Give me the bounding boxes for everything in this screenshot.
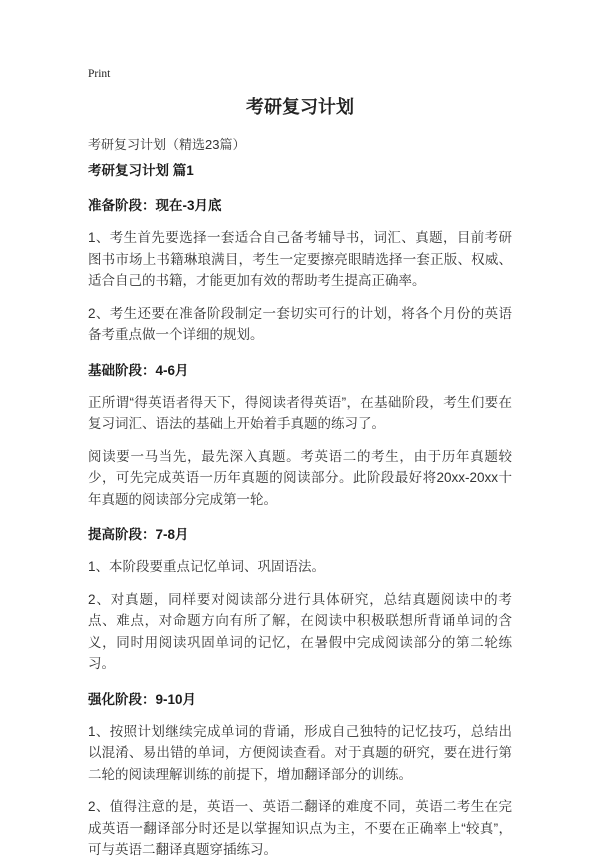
page-title: 考研复习计划 <box>246 97 354 117</box>
paragraph: 正所谓“得英语者得天下，得阅读者得英语”，在基础阶段，考生们要在复习词汇、语法的基础上开始着手真题的练习了。 <box>88 394 512 431</box>
article-title: 考研复习计划 篇1 <box>88 163 194 178</box>
doc-subtitle: 考研复习计划（精选23篇） <box>88 137 246 152</box>
section-heading-foundation: 基础阶段：4-6月 <box>88 362 189 378</box>
paragraph: 2、值得注意的是，英语一、英语二翻译的难度不同，英语二考生在完成英语一翻译部分时还是以掌握知识点为主，不要在正确率上“较真”，可与英语二翻译真题穿插练习。 <box>88 799 512 857</box>
paragraph: 1、按照计划继续完成单词的背诵，形成自己独特的记忆技巧，总结出以混淆、易出错的单词，方便阅读查看。对于真题的研究，要在进行第二轮的阅读理解训练的前提下，增加翻译部分的训练。 <box>88 723 512 782</box>
paragraph: 2、对真题，同样要对阅读部分进行具体研究，总结真题阅读中的考点、难点，对命题方向有所了解，在阅读中积极联想所背诵单词的含义，同时用阅读巩固单词的记忆，在暑假中完成阅读部分的第二轮练习。 <box>88 591 512 671</box>
print-button[interactable]: Print <box>88 68 111 80</box>
paragraph: 2、考生还要在准备阶段制定一套切实可行的计划，将各个月份的英语备考重点做一个详细的规划。 <box>88 305 512 342</box>
section-heading-improvement: 提高阶段：7-8月 <box>88 527 189 542</box>
paragraph: 1、本阶段要重点记忆单词、巩固语法。 <box>88 559 326 574</box>
section-heading-preparation: 准备阶段：现在-3月底 <box>88 198 222 213</box>
paragraph: 1、考生首先要选择一套适合自己备考辅导书，词汇、真题，目前考研图书市场上书籍琳琅满目，考生一定要擦亮眼睛选择一套正版、权威、适合自己的书籍，才能更加有效的帮助考生提高正确率。 <box>88 230 512 288</box>
paragraph: 阅读要一马当先，最先深入真题。考英语二的考生，由于历年真题较少，可先完成英语一历年真题的阅读部分。此阶段最好将20xx-20xx十年真题的阅读部分完成第一轮。 <box>88 448 512 507</box>
section-heading-intensive: 强化阶段：9-10月 <box>88 691 197 707</box>
